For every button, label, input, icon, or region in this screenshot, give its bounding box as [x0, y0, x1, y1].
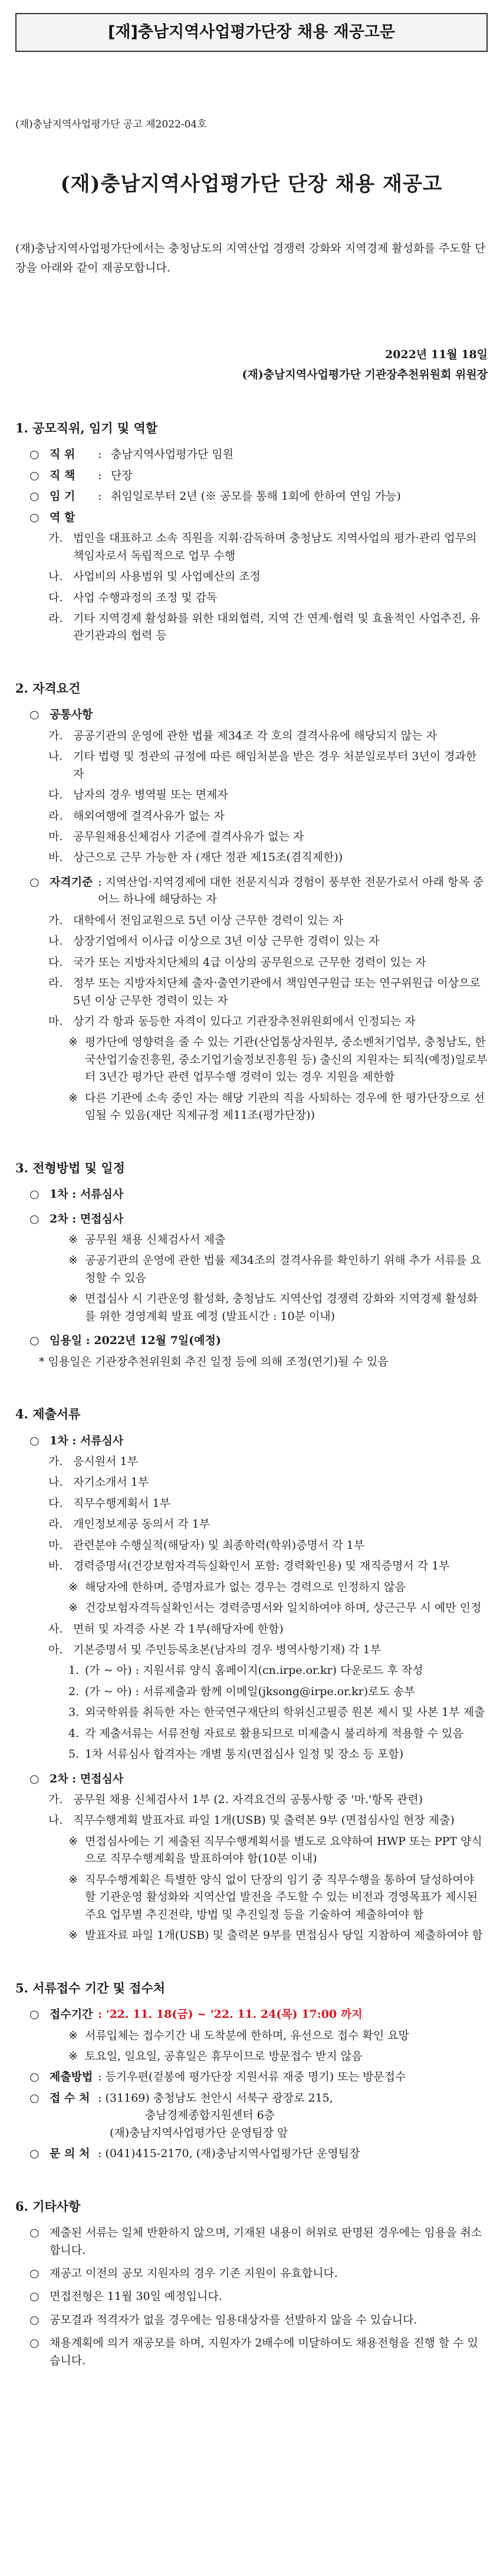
note-item: ※ 공무원 채용 신체검사서 제출: [68, 1231, 488, 1248]
circle-bullet-icon: ○: [29, 1334, 40, 1348]
signer: (재)충남지역사업평가단 기관장추천위원회 위원장: [242, 368, 488, 381]
list-item: 가. 공무원 채용 신체검사서 1부 (2. 자격요건의 공통사항 중 '마.'항목 관련): [48, 1793, 423, 1807]
list-item: 다. 남자의 경우 병역필 또는 면제자: [48, 788, 228, 802]
stage-1: ○ 1차 : 서류심사: [29, 1186, 488, 1203]
numbered-note: 5. 1차 서류심사 합격자는 개별 통지(면접심사 일정 및 장소 등 포함): [68, 1748, 404, 1761]
note-item: ※ 발표자료 파일 1개(USB) 및 출력본 9부를 면접심사 당일 지참하여 제출하여야 함: [68, 1927, 488, 1944]
appointment-note: * 임용일은 기관장추천위원회 추진 일정 등에 의해 조정(연기)될 수 있음: [39, 1355, 389, 1368]
row-value: 충남지역사업평가단 임원: [111, 448, 234, 461]
numbered-note: 1. (가 ~ 아) : 지원서류 양식 홈페이지(cn.irpe.or.kr) 다운로드 후 작성: [68, 1664, 423, 1677]
list-item: 라. 해외여행에 결격사유가 없는 자: [48, 809, 225, 822]
row-key: 자격기준: [50, 875, 93, 889]
note-item: ※ 공공기관의 운영에 관한 법률 제34조의 결격사유를 확인하기 위해 추가 서류를 요청할 수 있음: [68, 1252, 488, 1287]
list-item: 라. 기타 지역경제 활성화를 위한 대외협력, 지역 간 연계·협력 및 효율적인 사업추진, 유관기관과의 협력 등: [48, 611, 481, 643]
section-title: 1. 공모직위, 임기 및 역할: [15, 420, 158, 435]
reference-mark-icon: ※: [68, 2049, 78, 2063]
numbered-note: 2. (가 ~ 아) : 서류제출과 함께 이메일(jksong@irpe.or.kr)로도 송부: [68, 1684, 415, 1698]
section-position: [15, 419, 488, 645]
circle-bullet-icon: ○: [29, 2290, 40, 2303]
section-title: 4. 제출서류: [15, 1407, 81, 1422]
list-item: 다. 직무수행계획서 1부: [48, 1496, 170, 1510]
date-signature: [15, 345, 488, 385]
list-item: ○ 제출된 서류는 일체 반환하지 않으며, 기재된 내용이 허위로 판명된 경우에는 임용을 취소합니다.: [29, 2224, 488, 2259]
list-item: 라. 개인정보제공 동의서 각 1부: [48, 1518, 211, 1531]
circle-bullet-icon: ○: [29, 2313, 40, 2326]
numbered-note: 4. 각 제출서류는 서류전형 자료로 활용되므로 미제출시 불리하게 적용할 수 있음: [68, 1726, 463, 1740]
row-key: 직 책: [50, 468, 75, 482]
circle-bullet-icon: ○: [29, 2091, 40, 2105]
list-item: 나. 자기소개서 1부: [48, 1476, 149, 1489]
note-item: ※ 다른 기관에 소속 중인 자는 해당 기관의 직을 사퇴하는 경우에 한 평가단장으로 선임될 수 있음(재단 직제규정 제11조(평가단장)): [68, 1090, 488, 1125]
reference-mark-icon: ※: [68, 1580, 78, 1594]
section-documents: [15, 1405, 488, 1944]
section-title: 2. 자격요건: [15, 680, 81, 696]
row-value: 취임일로부터 2년 (※ 공모를 통해 1회에 한하여 연임 가능): [111, 490, 401, 503]
circle-bullet-icon: ○: [29, 2226, 40, 2240]
reference-mark-icon: ※: [68, 1035, 78, 1049]
banner-title: [재]충남지역사업평가단장 채용 재공고문: [15, 13, 488, 52]
note-item: ※ 평가단에 영향력을 줄 수 있는 기관(산업통상자원부, 중소벤처기업부, 충청남도, 한국산업기술진흥원, 중소기업기술정보진흥원 등) 출신의 지원자는 퇴직(예정)일로부터 3년간 평가단 관련 업무수행 경력이 있는 경우 지원을 제한함: [68, 1034, 488, 1086]
row-contact: [29, 2145, 488, 2162]
list-item: ○ 면접전형은 11월 30일 예정입니다.: [29, 2288, 488, 2305]
row-key: 임 기: [50, 490, 75, 503]
row-role: [29, 509, 488, 526]
row-value: : 지역산업·지역경제에 대한 전문지식과 경험이 풍부한 전문가로서 아래 항목 중 어느 하나에 해당하는 자: [98, 875, 484, 906]
row-key: 직 위: [50, 448, 75, 461]
row-value: : (31169) 충청남도 천안시 서북구 광장로 215, 충남경제종합지원센터 6층 (재)충남지역사업평가단 운영팀장 앞: [98, 2091, 333, 2139]
list-item: 가. 공공기관의 운영에 관한 법률 제34조 각 호의 결격사유에 해당되지 않는 자: [48, 729, 437, 742]
list-item: 바. 상근으로 근무 가능한 자 (재단 정관 제15조(겸직제한)): [48, 851, 343, 864]
row-value: : 등기우편(겉봉에 평가단장 지원서류 재중 명기) 또는 방문접수: [98, 2070, 406, 2084]
row-value: 단장: [111, 468, 133, 482]
note-item: ※ 건강보험자격득실확인서는 경력증명서와 일치하여야 하며, 상근근무 시 예만 인정: [68, 1600, 488, 1617]
reference-mark-icon: ※: [68, 1873, 78, 1886]
row-key: 접 수 처: [50, 2091, 90, 2105]
list-item: 다. 국가 또는 지방자치단체의 4급 이상의 공무원으로 근무한 경력이 있는 자: [48, 955, 426, 969]
notice-number: (재)충남지역사업평가단 공고 제2022-04호: [15, 119, 207, 130]
list-item: 가. 대학에서 전임교원으로 5년 이상 근무한 경력이 있는 자: [48, 913, 344, 927]
circle-bullet-icon: ○: [29, 468, 40, 482]
note-item: ※ 직무수행계획은 특별한 양식 없이 단장의 임기 중 직무수행을 통하여 달성하여야 할 기관운영 활성화와 지역산업 발전을 주도할 수 있는 비전과 경영목표가 제시된 주요 업무별 추진전략, 방법 및 추진일정 등을 기술하여 제출하여야 함: [68, 1872, 488, 1923]
list-item: 나. 사업비의 사용범위 및 사업예산의 조정: [48, 570, 261, 584]
list-item: 가. 법인을 대표하고 소속 직원을 지휘·감독하며 충청남도 지역사업의 평가·관리 업무의 책임자로서 독립적으로 업무 수행: [48, 532, 477, 562]
reference-mark-icon: ※: [68, 1929, 78, 1942]
document-title: (재)충남지역사업평가단 단장 채용 재공고: [60, 172, 443, 196]
list-item: ○ 채용계획에 의거 재공모를 하며, 지원자가 2배수에 미달하여도 채용전형을 진행 할 수 있습니다.: [29, 2335, 488, 2369]
row-key: 제출방법: [50, 2070, 93, 2084]
subsection-qualification: [29, 874, 488, 909]
row-method: [29, 2069, 488, 2086]
section-title: 3. 전형방법 및 일정: [15, 1160, 125, 1175]
submission-period: : '22. 11. 18(금) ~ '22. 11. 24(목) 17:00 까지: [98, 2008, 363, 2021]
reference-mark-icon: ※: [68, 2028, 78, 2042]
note-item: ※ 면접심사 시 기관운영 활성화, 충청남도 지역산업 경쟁력 강화와 지역경제 활성화를 위한 경영계획 발표 예정 (발표시간 : 10분 이내): [68, 1290, 488, 1325]
list-item: 바. 경력증명서(건강보험자격득실확인서 포함: 경력확인용) 및 재직증명서 각 1부: [48, 1559, 450, 1573]
subsection-common: ○ 공통사항: [29, 706, 488, 723]
circle-bullet-icon: ○: [29, 708, 40, 722]
reference-mark-icon: ※: [68, 1834, 78, 1848]
notice-page: [0, 13, 503, 2381]
list-item: ○ 공모결과 적격자가 없을 경우에는 임용대상자를 선발하지 않을 수 있습니다.: [29, 2312, 488, 2329]
appointment-date: ○ 임용일 : 2022년 12월 7일(예정): [29, 1332, 488, 1349]
circle-bullet-icon: ○: [29, 1212, 40, 1225]
note-item: ※ 토요일, 일요일, 공휴일은 휴무이므로 방문접수 받지 않음: [68, 2048, 488, 2065]
row-key: 역 할: [50, 510, 75, 524]
circle-bullet-icon: ○: [29, 2070, 40, 2084]
notice-date: 2022년 11월 18일: [384, 348, 488, 361]
list-item: 다. 사업 수행과정의 조정 및 감독: [48, 591, 218, 604]
reference-mark-icon: ※: [68, 1091, 78, 1105]
reference-mark-icon: ※: [68, 1254, 78, 1267]
circle-bullet-icon: ○: [29, 1434, 40, 1447]
note-item: ※ 면접심사에는 기 제출된 직무수행계획서를 별도로 요약하여 HWP 또는 PPT 양식으로 직무수행계획을 발표하여야 함(10분 이내): [68, 1833, 488, 1868]
list-item: ○ 재공고 이전의 공모 지원자의 경우 기존 지원이 유효합니다.: [29, 2265, 488, 2282]
reference-mark-icon: ※: [68, 1601, 78, 1615]
list-item: 나. 직무수행계획 발표자료 파일 1개(USB) 및 출력본 9부 (면접심사일 현장 제출): [48, 1814, 455, 1827]
reference-mark-icon: ※: [68, 1292, 78, 1306]
list-item: 라. 정부 또는 지방자치단체 출자·출연기관에서 책임연구원급 또는 연구위원급 이상으로 5년 이상 근무한 경력이 있는 자: [48, 976, 481, 1007]
reference-mark-icon: ※: [68, 1233, 78, 1246]
section-submission: [15, 1979, 488, 2163]
note-item: ※ 해당자에 한하며, 증명자료가 없는 경우는 경력으로 인정하지 않음: [68, 1579, 488, 1596]
note-item: ※ 서류입체는 접수기간 내 도착분에 한하며, 유선으로 접수 확인 요망: [68, 2027, 488, 2044]
circle-bullet-icon: ○: [29, 510, 40, 524]
list-item: 마. 상기 각 항과 동등한 자격이 있다고 기관장추천위원회에서 인정되는 자: [48, 1014, 416, 1028]
list-item: 마. 관련분야 수행실적(해당자) 및 최종학력(학위)증명서 각 1부: [48, 1538, 365, 1552]
circle-bullet-icon: ○: [29, 1188, 40, 1201]
stage-1: ○ 1차 : 서류심사: [29, 1433, 488, 1450]
circle-bullet-icon: ○: [29, 875, 40, 889]
circle-bullet-icon: ○: [29, 2147, 40, 2161]
row-duty: ○ 직 책 : 단장: [29, 467, 488, 484]
row-key: 접수기간: [50, 2008, 93, 2021]
row-period: [29, 2006, 488, 2023]
row-term: ○ 임 기 : 취임일로부터 2년 (※ 공모를 통해 1회에 한하여 연임 가능): [29, 488, 488, 505]
row-key: 문 의 처: [50, 2147, 90, 2161]
section-process: [15, 1159, 488, 1371]
row-value: : (041)415-2170, (재)충남지역사업평가단 운영팀장: [98, 2147, 360, 2161]
circle-bullet-icon: ○: [29, 490, 40, 503]
circle-bullet-icon: ○: [29, 2008, 40, 2021]
stage-2: ○ 2차 : 면접심사: [29, 1211, 488, 1228]
section-title: 5. 서류접수 기간 및 접수처: [15, 1980, 166, 1995]
section-etc: [15, 2197, 488, 2370]
intro-paragraph: (재)충남지역사업평가단에서는 충청남도의 지역산업 경쟁력 강화와 지역경제 활성화를 주도할 단장을 아래와 같이 재공모합니다.: [15, 242, 486, 275]
section-qualifications: [15, 679, 488, 1125]
list-item: 가. 응시원서 1부: [48, 1455, 138, 1469]
list-item: 사. 면허 및 자격증 사본 각 1부(해당자에 한함): [48, 1622, 284, 1636]
list-item: 나. 상장기업에서 이사급 이상으로 3년 이상 근무한 경력이 있는 자: [48, 935, 380, 948]
circle-bullet-icon: ○: [29, 2267, 40, 2280]
circle-bullet-icon: ○: [29, 448, 40, 461]
list-item: 나. 기타 법령 및 정관의 규정에 따른 해임처분을 받은 경우 처분일로부터 3년이 경과한 자: [48, 750, 477, 781]
section-title: 6. 기타사항: [15, 2198, 81, 2214]
circle-bullet-icon: ○: [29, 1772, 40, 1785]
stage-2: ○ 2차 : 면접심사: [29, 1771, 488, 1788]
row-position: ○ 직 위 : 충남지역사업평가단 임원: [29, 446, 488, 463]
circle-bullet-icon: ○: [29, 2336, 40, 2350]
list-item: 아. 기본증명서 및 주민등록초본(남자의 경우 병역사항기재) 각 1부: [48, 1643, 382, 1656]
list-item: 마. 공무원채용신체검사 기준에 결격사유가 없는 자: [48, 830, 304, 843]
row-place: [29, 2090, 488, 2142]
numbered-note: 3. 외국학위를 취득한 자는 한국연구재단의 학위신고필증 원본 제시 및 사본 1부 제출: [68, 1706, 485, 1719]
